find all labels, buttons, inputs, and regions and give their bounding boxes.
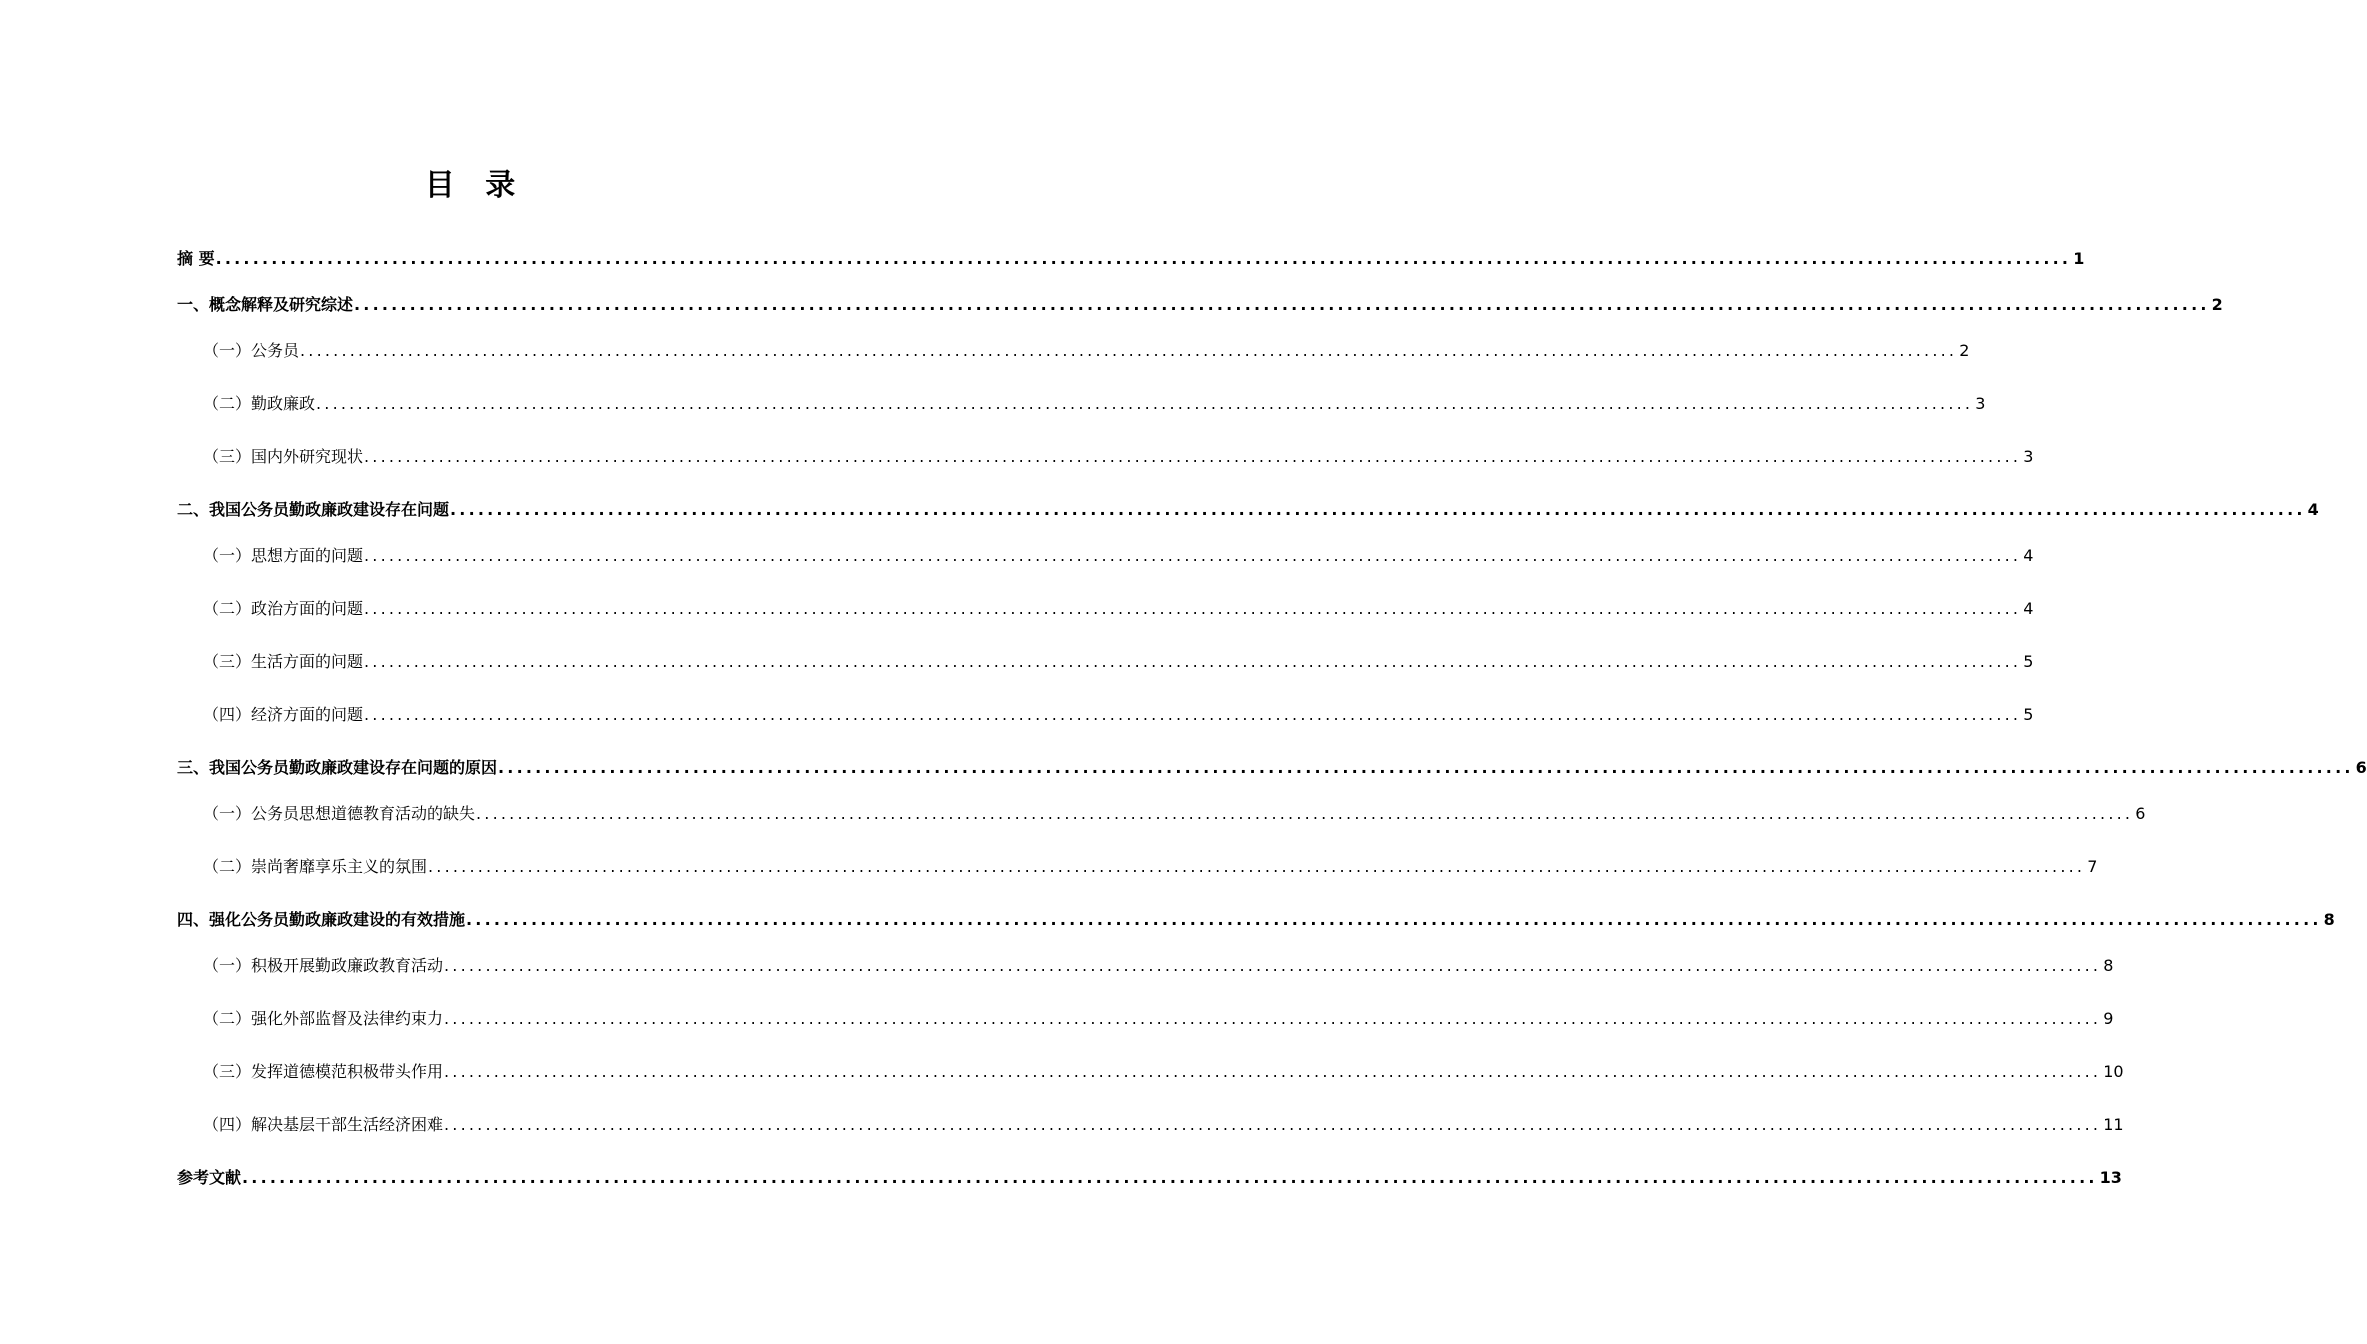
toc-leader-dots: ........................................................................................................................................................................................................ <box>444 1115 2102 1134</box>
toc-entry-section-4-4[interactable] <box>203 1113 2124 1137</box>
toc-entry-label: （二）政治方面的问题 <box>203 599 364 618</box>
toc-leader-dots: ........................................................................................................................................................................................................ <box>466 910 2322 929</box>
toc-entry-label: （二）勤政廉政 <box>203 394 316 413</box>
toc-entry-section-4-1[interactable] <box>203 954 2114 978</box>
toc-page-number: 5 <box>2023 705 2034 724</box>
toc-entry-section-4-2[interactable] <box>203 1007 2114 1031</box>
toc-entry-section-2-3[interactable] <box>203 650 2034 674</box>
toc-leader-dots: ........................................................................................................................................................................................................ <box>300 341 1958 360</box>
toc-entry-section-1-1[interactable] <box>203 339 1970 363</box>
toc-page-number: 3 <box>2023 447 2034 466</box>
toc-page-number: 13 <box>2099 1168 2122 1187</box>
toc-entry-section-2-2[interactable] <box>203 597 2034 621</box>
toc-leader-dots: ........................................................................................................................................................................................................ <box>364 546 2022 565</box>
toc-entry-label: 参考文献 <box>177 1168 242 1187</box>
toc-entry-label: （一）公务员思想道德教育活动的缺失 <box>203 804 476 823</box>
toc-entry-label: 摘 要 <box>177 249 215 268</box>
toc-leader-dots: ........................................................................................................................................................................................................ <box>450 500 2306 519</box>
toc-leader-dots: ........................................................................................................................................................................................................ <box>215 249 2072 268</box>
toc-entry-section-3-1[interactable] <box>203 802 2146 826</box>
toc-leader-dots: ........................................................................................................................................................................................................ <box>242 1168 2098 1187</box>
toc-page-number: 1 <box>2073 249 2085 268</box>
toc-page-number: 11 <box>2103 1115 2124 1134</box>
toc-entry-label: （三）生活方面的问题 <box>203 652 364 671</box>
toc-leader-dots: ........................................................................................................................................................................................................ <box>354 295 2210 314</box>
toc-entry-chapter-2[interactable] <box>177 498 2319 522</box>
toc-entry-label: （一）思想方面的问题 <box>203 546 364 565</box>
toc-leader-dots: ........................................................................................................................................................................................................ <box>364 705 2022 724</box>
toc-entry-label: （三）发挥道德模范积极带头作用 <box>203 1062 444 1081</box>
toc-page-number: 10 <box>2103 1062 2124 1081</box>
toc-leader-dots: ........................................................................................................................................................................................................ <box>316 394 1974 413</box>
toc-entry-label: （一）积极开展勤政廉政教育活动 <box>203 956 444 975</box>
toc-page-number: 6 <box>2355 758 2367 777</box>
toc-entry-references[interactable] <box>177 1166 2122 1190</box>
toc-entry-label: （三）国内外研究现状 <box>203 447 364 466</box>
toc-entry-label: （二）强化外部监督及法律约束力 <box>203 1009 444 1028</box>
page-title: 目 录 <box>424 168 526 203</box>
toc-leader-dots: ........................................................................................................................................................................................................ <box>498 758 2354 777</box>
toc-entry-section-2-4[interactable] <box>203 703 2034 727</box>
toc-page-number: 8 <box>2103 956 2114 975</box>
toc-entry-label: （二）崇尚奢靡享乐主义的氛围 <box>203 857 428 876</box>
toc-entry-section-1-3[interactable] <box>203 445 2034 469</box>
toc-page-number: 4 <box>2023 546 2034 565</box>
toc-entry-label: 三、我国公务员勤政廉政建设存在问题的原因 <box>177 758 498 777</box>
toc-leader-dots: ........................................................................................................................................................................................................ <box>364 652 2022 671</box>
toc-leader-dots: ........................................................................................................................................................................................................ <box>444 956 2102 975</box>
toc-leader-dots: ........................................................................................................................................................................................................ <box>476 804 2134 823</box>
toc-page-number: 9 <box>2103 1009 2114 1028</box>
toc-page-number: 2 <box>1959 341 1970 360</box>
toc-page-number: 2 <box>2211 295 2223 314</box>
toc-entry-section-4-3[interactable] <box>203 1060 2124 1084</box>
toc-entry-section-3-2[interactable] <box>203 855 2098 879</box>
toc-leader-dots: ........................................................................................................................................................................................................ <box>428 857 2086 876</box>
toc-entry-label: （一）公务员 <box>203 341 300 360</box>
toc-leader-dots: ........................................................................................................................................................................................................ <box>364 447 2022 466</box>
toc-entry-abstract[interactable] <box>177 247 2085 271</box>
toc-entry-section-1-2[interactable] <box>203 392 1986 416</box>
toc-entry-label: （四）解决基层干部生活经济困难 <box>203 1115 444 1134</box>
toc-entry-chapter-3[interactable] <box>177 756 2367 780</box>
toc-entry-label: 一、概念解释及研究综述 <box>177 295 354 314</box>
toc-entry-label: （四）经济方面的问题 <box>203 705 364 724</box>
toc-page-number: 6 <box>2135 804 2146 823</box>
toc-page-number: 7 <box>2087 857 2098 876</box>
toc-entry-label: 二、我国公务员勤政廉政建设存在问题 <box>177 500 450 519</box>
toc-page-number: 4 <box>2307 500 2319 519</box>
toc-leader-dots: ........................................................................................................................................................................................................ <box>444 1062 2102 1081</box>
toc-leader-dots: ........................................................................................................................................................................................................ <box>444 1009 2102 1028</box>
toc-page-number: 3 <box>1975 394 1986 413</box>
toc-page-number: 4 <box>2023 599 2034 618</box>
toc-entry-chapter-1[interactable] <box>177 293 2223 317</box>
toc-entry-label: 四、强化公务员勤政廉政建设的有效措施 <box>177 910 466 929</box>
toc-page-number: 5 <box>2023 652 2034 671</box>
toc-entry-section-2-1[interactable] <box>203 544 2034 568</box>
toc-page-number: 8 <box>2323 910 2335 929</box>
toc-leader-dots: ........................................................................................................................................................................................................ <box>364 599 2022 618</box>
toc-entry-chapter-4[interactable] <box>177 908 2335 932</box>
